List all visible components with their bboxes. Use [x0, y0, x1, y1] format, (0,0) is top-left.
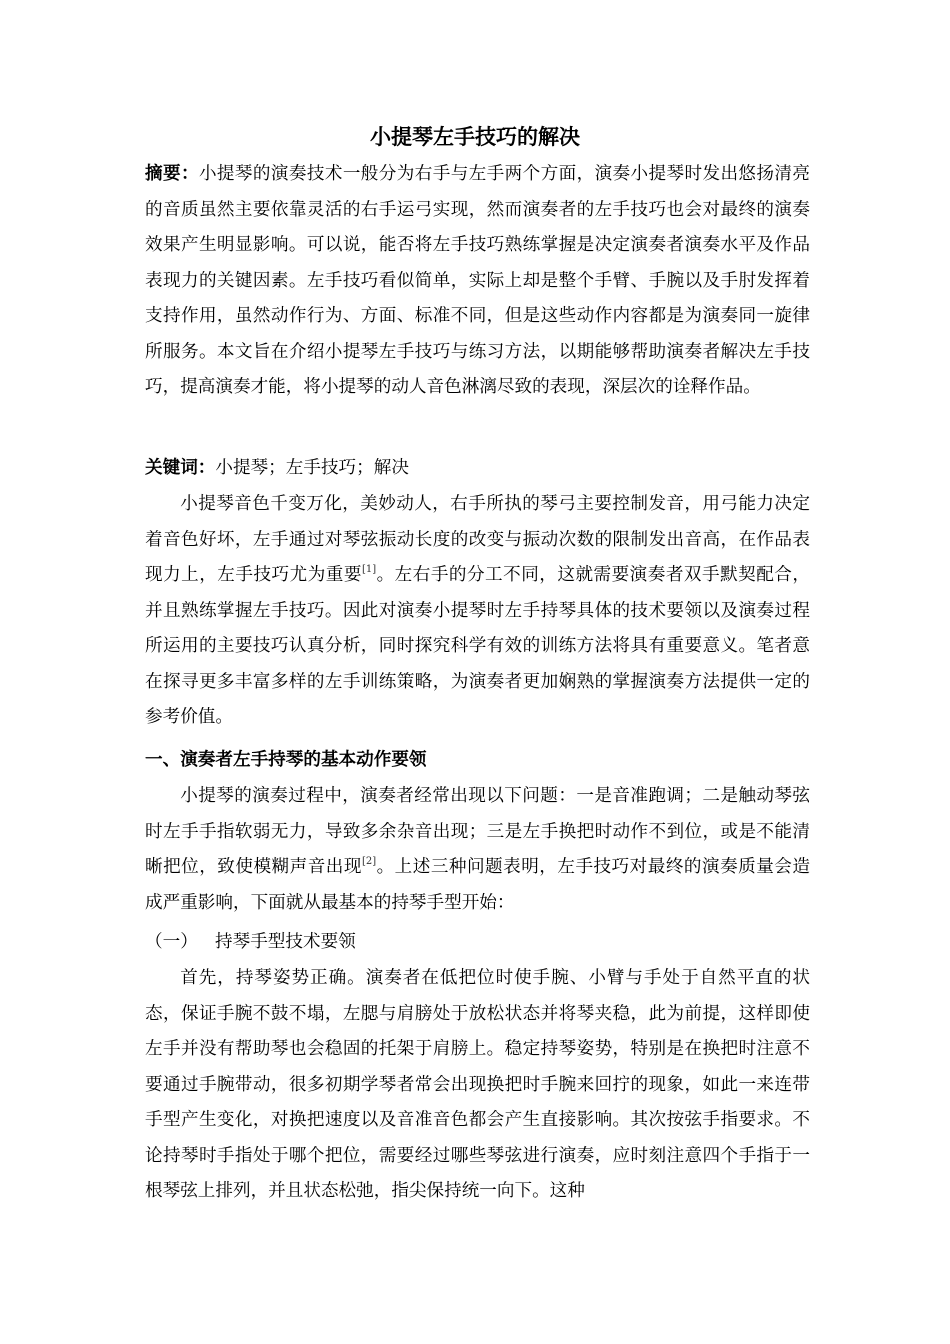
- abstract-label: 摘要：: [145, 164, 199, 184]
- keywords-line: [145, 451, 810, 487]
- section1-text-part2: 。上述三种问题表明，左手技巧对最终的演奏质量会造成严重影响，下面就从最基本的持琴手型开始：: [145, 857, 810, 913]
- citation-ref-1: [1]: [361, 564, 377, 575]
- page-title: 小提琴左手技巧的解决: [370, 125, 580, 149]
- section1-text-part1: 小提琴的演奏过程中，演奏者经常出现以下问题：一是音准跑调；二是触动琴弦时左手手指软弱无力，导致多余杂音出现；三是左手换把时动作不到位，或是不能清晰把位，致使模糊声音出现: [145, 786, 810, 877]
- citation-ref-2: [2]: [361, 856, 377, 867]
- intro-text-part2: 。左右手的分工不同，这就需要演奏者双手默契配合，并且熟练掌握左手技巧。因此对演奏小提琴时左手持琴具体的技术要领以及演奏过程所运用的主要技巧认真分析，同时探究科学有效的训练方法将具有重要意义。笔者意在探寻更多丰富多样的左手训练策略，为演奏者更加娴熟的掌握演奏方法提供一定的参考价值。: [145, 565, 810, 727]
- abstract-paragraph: [145, 157, 810, 406]
- section1-paragraph: [145, 779, 810, 921]
- subsection-heading-1: [145, 925, 810, 961]
- keywords-label: 关键词：: [145, 458, 216, 478]
- section-heading-1: 一、演奏者左手持琴的基本动作要领: [145, 750, 427, 770]
- subsection1-paragraph: 首先，持琴姿势正确。演奏者在低把位时使手腕、小臂与手处于自然平直的状态，保证手腕不鼓不塌，左腮与肩膀处于放松状态并将琴夹稳，此为前提，这样即使左手并没有帮助琴也会稳固的托架于肩膀上。稳定持琴姿势，特别是在换把时注意不要通过手腕带动，很多初期学琴者常会出现换把时手腕来回拧的现象，如此一来连带手型产生变化，对换把速度以及音准音色都会产生直接影响。其次按弦手指要求。不论持琴时手指处于哪个把位，需要经过哪些琴弦进行演奏，应时刻注意四个手指于一根琴弦上排列，并且状态松弛，指尖保持统一向下。这种: [145, 968, 810, 1201]
- abstract-text: 小提琴的演奏技术一般分为右手与左手两个方面，演奏小提琴时发出悠扬清亮的音质虽然主要依靠灵活的右手运弓实现，然而演奏者的左手技巧也会对最终的演奏效果产生明显影响。可以说，能否将左手技巧熟练掌握是决定演奏者演奏水平及作品表现力的关键因素。左手技巧看似简单，实际上却是整个手臂、手腕以及手肘发挥着支持作用，虽然动作行为、方面、标准不同，但是这些动作内容都是为演奏同一旋律所服务。本文旨在介绍小提琴左手技巧与练习方法，以期能够帮助演奏者解决左手技巧，提高演奏才能，将小提琴的动人音色淋漓尽致的表现，深层次的诠释作品。: [145, 164, 810, 397]
- intro-paragraph: [145, 487, 810, 736]
- subsection-number: （一）: [145, 932, 198, 952]
- keywords-text: 小提琴；左手技巧；解决: [215, 458, 409, 478]
- subsection-title: 持琴手型技术要领: [215, 932, 356, 952]
- intro-text-part1: 小提琴音色千变万化，美妙动人，右手所执的琴弓主要控制发音，用弓能力决定着音色好坏，左手通过对琴弦振动长度的改变与振动次数的限制发出音高，在作品表现力上，左手技巧尤为重要: [145, 494, 810, 585]
